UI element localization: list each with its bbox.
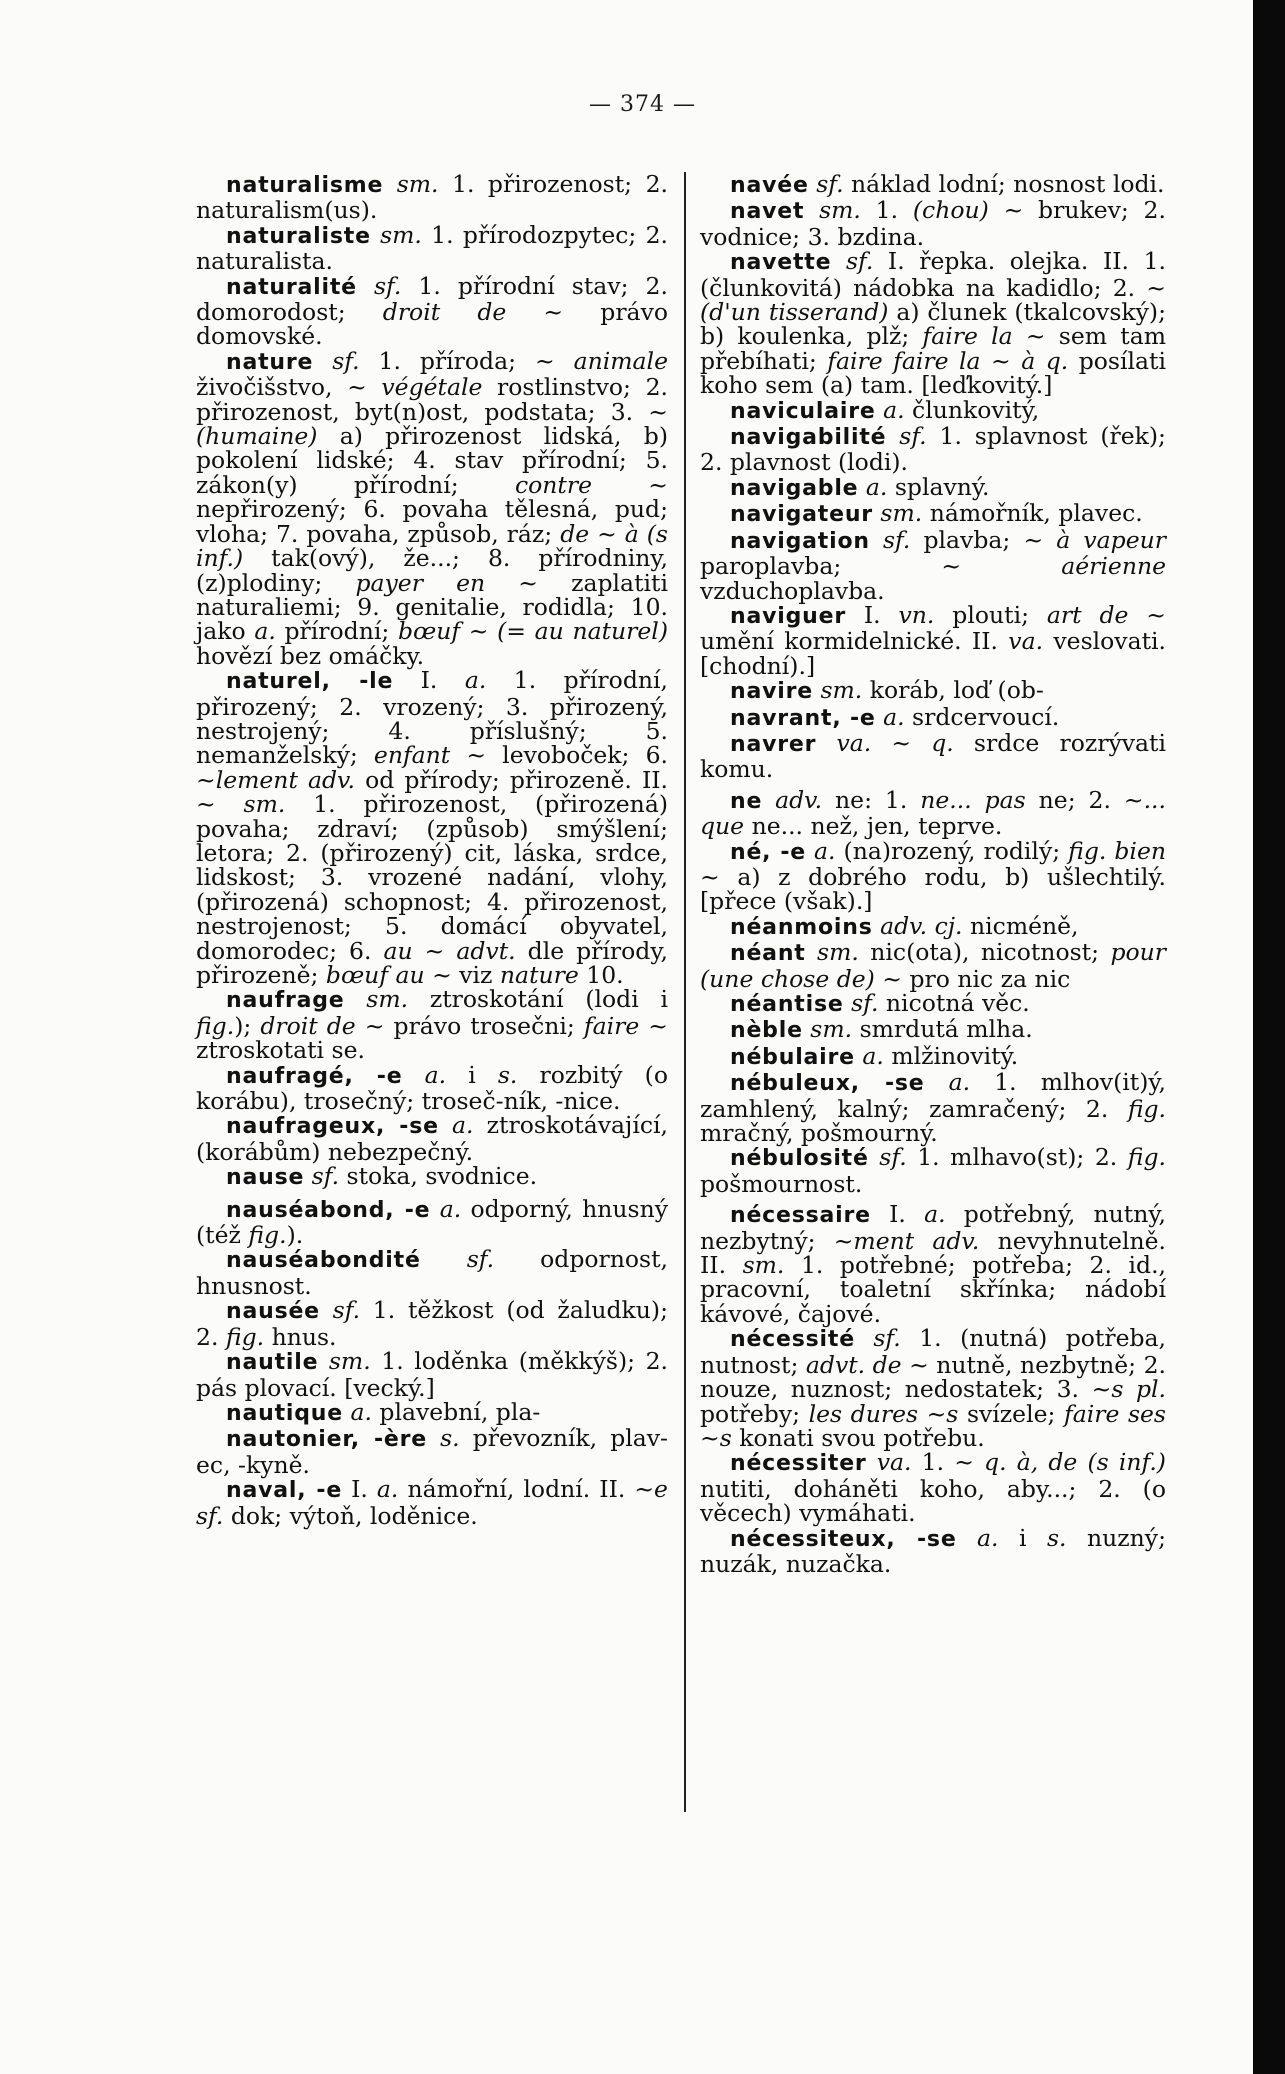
entry-definition: přírodní;	[275, 617, 398, 646]
entry-definition: pošmournost.	[700, 1169, 863, 1198]
entry-grammar-note: faire ses ~s	[700, 1399, 1166, 1452]
entry-grammar-note: ~ (d'un tisserand)	[700, 273, 1166, 327]
entry-definition: mlžinovitý.	[883, 1041, 1019, 1070]
entry-definition: 1.	[860, 196, 913, 225]
entry-grammar-note: sf.	[332, 346, 360, 375]
entry-definition: nepřirozený; 6. povaha tělesná, pud; vloha; 7. povaha, způsob, ráz;	[196, 495, 668, 548]
entry-definition: i	[446, 1060, 498, 1089]
dictionary-entry	[196, 1194, 668, 1250]
entry-grammar-note: a.	[862, 1041, 884, 1070]
entry-grammar-note: a.	[977, 1523, 999, 1552]
entry-grammar-note: s.	[440, 1424, 460, 1453]
entry-definition: 1. splavnost (řek); 2. plavnost (lodi).	[700, 422, 1166, 477]
entry-grammar-note: sm.	[396, 170, 439, 198]
entry-headword: nauséabondité	[226, 1248, 421, 1274]
entry-definition: ).	[286, 1221, 304, 1250]
entry-grammar-note: ~s pl.	[1091, 1375, 1167, 1404]
entry-grammar-note: a.	[814, 836, 836, 865]
entry-definition: 1. příroda;	[359, 346, 535, 375]
entry-headword: ne	[730, 788, 763, 814]
entry-grammar-note: ~ sm.	[196, 790, 286, 819]
entry-headword: néantise	[730, 992, 844, 1017]
entry-grammar-note: fig.	[1127, 1143, 1166, 1172]
entry-grammar-note: sf.	[879, 1143, 907, 1172]
entry-definition: svízele;	[958, 1399, 1065, 1428]
dictionary-entry	[700, 1145, 1166, 1196]
entry-definition: plavba;	[910, 525, 1024, 554]
entry-definition: potřeby;	[700, 1399, 809, 1428]
dictionary-entry	[196, 1397, 668, 1426]
dictionary-entry	[700, 785, 1166, 841]
dictionary-entry	[196, 220, 668, 276]
entry-grammar-note: sf.	[816, 170, 844, 198]
entry-grammar-note: ~... que	[700, 785, 1166, 841]
entry-grammar-note: ~ animale	[534, 346, 668, 375]
entry-grammar-note: ne... pas	[920, 785, 1026, 814]
entry-definition: srdcervoucí.	[904, 702, 1060, 731]
entry-headword: naval, -e	[226, 1478, 343, 1504]
entry-definition: srdce rozrývati komu.	[700, 728, 1166, 784]
entry-definition: 1. přirozenost, (přirozená) povaha; zdraví; (způsob) smýšlení; letora; 2. (přirozený) cit, láska, srdce, lidskost; 3. vrozené nadání, vlohy, (přirozená) schopnost; 4. přirozenost, nestrojenost; 5. domácí obyvatel, domorodec; 6.	[196, 790, 668, 965]
entry-definition: člunkovitý,	[904, 395, 1040, 424]
entry-definition: zaplatiti naturaliemi; 9. genitalie, rodidla; 10. jako	[196, 568, 668, 646]
dictionary-entry	[700, 600, 1167, 680]
entry-definition: splavný.	[887, 472, 990, 501]
dictionary-entry	[700, 911, 1166, 940]
entry-definition: právo domovské.	[196, 298, 668, 351]
entry-definition: odporný, hnusný (též	[196, 1194, 668, 1250]
entry-definition: převozník, plav-ec, -kyně.	[196, 1424, 668, 1479]
entry-headword: navigateur	[730, 502, 873, 528]
entry-grammar-note: bœuf au ~	[325, 961, 452, 989]
entry-definition: umění kormidelnické. II.	[700, 627, 1009, 656]
entry-definition: potřebný, nutný, nezbytný;	[700, 1200, 1166, 1255]
entry-grammar-note: vn.	[898, 600, 935, 629]
entry-grammar-note: bœuf ~ (= au naturel)	[397, 617, 668, 646]
entry-grammar-note: ~lement adv.	[196, 765, 355, 794]
dictionary-entry	[196, 1349, 668, 1400]
entry-grammar-note: pour (une chose de) ~	[700, 938, 1166, 993]
entry-definition: ztroskotati se.	[196, 1036, 365, 1065]
entry-definition: nutně, nezbytně; 2. nouze, nuznost; nedostatek; 3.	[700, 1350, 1167, 1404]
entry-grammar-note: adv.	[775, 785, 823, 814]
entry-headword: nébulosité	[730, 1146, 869, 1172]
entry-definition: hovězí bez omáčky.	[196, 641, 425, 670]
entry-definition: koráb, loď (ob-	[862, 676, 1044, 705]
dictionary-entry	[700, 247, 1166, 400]
dictionary-entry	[700, 836, 1166, 916]
entry-headword: nause	[226, 1165, 305, 1191]
entry-headword: naturalisme	[226, 173, 384, 198]
entry-definition: ne; 2.	[1025, 785, 1124, 814]
dictionary-entry	[700, 472, 1166, 501]
entry-grammar-note: fig.	[1127, 1094, 1166, 1123]
entry-grammar-note: (chou) ~	[912, 196, 1024, 225]
entry-definition: mračný, pošmourný.	[700, 1119, 938, 1148]
entry-definition: 1. přírodní, přirozený; 2. vrozený; 3. přirozený, nestrojený; 4. příslušný; 5. nemanželský;	[196, 666, 668, 770]
entry-grammar-note: faire la ~	[922, 322, 1046, 351]
entry-definition: a) z dobrého rodu, b) ušlechtilý. [přece (však).]	[700, 862, 1166, 916]
dictionary-entry	[700, 1017, 1166, 1043]
entry-definition: I. řepka. olejka. II. 1. (člunkovitá) nádobka na kadidlo; 2.	[700, 247, 1166, 302]
entry-definition: živočišstvo,	[196, 373, 348, 402]
entry-grammar-note: a.	[452, 1111, 474, 1140]
left-column	[196, 172, 668, 1528]
entry-grammar-note: sf.	[373, 271, 402, 300]
entry-definition: plavební, pla-	[371, 1397, 541, 1426]
entry-headword: nécessité	[730, 1327, 855, 1353]
entry-grammar-note: sf.	[311, 1162, 340, 1191]
entry-grammar-note: fig.	[248, 1221, 287, 1250]
page-number: — 374 —	[589, 92, 696, 117]
entry-headword: néanmoins	[730, 914, 873, 940]
column-divider	[684, 172, 686, 1812]
entry-definition: ne: 1.	[822, 785, 921, 814]
entry-grammar-note: sf.	[873, 1324, 901, 1353]
entry-grammar-note: adv. cj.	[880, 911, 963, 940]
entry-headword: nautique	[226, 1400, 343, 1426]
entry-definition: tak(ový), že...; 8. přírodniny, (z)plodiny;	[196, 544, 668, 597]
entry-grammar-note: ~ à vapeur	[1023, 525, 1166, 554]
entry-grammar-note: sf.	[882, 525, 911, 554]
entry-definition: sem tam přebíhati;	[700, 322, 1166, 375]
dictionary-entry	[196, 1477, 668, 1528]
entry-definition: 1. těžkost (od žaludku); 2.	[196, 1296, 668, 1351]
entry-grammar-note: droit de ~	[382, 298, 564, 327]
entry-grammar-note: ~ q. à, de (s inf.)	[954, 1448, 1166, 1477]
entry-definition: (na)rozený, rodilý;	[835, 836, 1069, 865]
dictionary-entry	[700, 1326, 1166, 1450]
entry-grammar-note: a.	[948, 1068, 971, 1097]
dictionary-entry	[700, 1041, 1166, 1070]
entry-grammar-note: payer en ~	[355, 568, 538, 597]
entry-headword: naufrageux, -se	[226, 1114, 439, 1140]
dictionary-entry	[700, 1202, 1166, 1326]
dictionary-entry	[196, 668, 668, 987]
entry-headword: nautonier, -ère	[226, 1427, 428, 1453]
entry-grammar-note: ~ment adv.	[833, 1226, 980, 1255]
entry-definition: 10.	[578, 961, 624, 989]
dictionary-entry	[700, 991, 1166, 1017]
entry-definition: smrdutá mlha.	[852, 1015, 1033, 1044]
entry-definition: nicotná věc.	[878, 989, 1030, 1017]
entry-definition: posílati koho sem (a) tam. [leďkovitý.]	[700, 346, 1166, 400]
entry-definition: a) přirozenost lidská, b) pokolení lidské; 4. stav přírodní; 5. zákon(y) přírodní;	[196, 422, 668, 499]
entry-headword: nécessaire	[730, 1203, 871, 1229]
entry-headword: navrant, -e	[730, 705, 876, 731]
entry-grammar-note: art de ~	[1046, 600, 1166, 629]
entry-headword: navrer	[730, 731, 817, 757]
entry-grammar-note: sf.	[851, 989, 879, 1017]
right-column	[700, 172, 1166, 1576]
entry-headword: nautile	[226, 1350, 319, 1376]
dictionary-entry	[700, 702, 1166, 731]
entry-grammar-note: a.	[254, 617, 276, 646]
entry-grammar-note: contre ~	[514, 470, 668, 499]
entry-definition: 1. přírodní stav; 2. domorodost;	[196, 271, 668, 327]
entry-grammar-note: sm.	[742, 1251, 785, 1280]
entry-definition: stoka, svodnice.	[339, 1162, 538, 1191]
entry-grammar-note: a.	[350, 1397, 372, 1426]
entry-grammar-note: a.	[439, 1194, 462, 1223]
entry-definition: nutiti, doháněti koho, aby...; 2. (o věcech) vymáhati.	[700, 1474, 1166, 1528]
dictionary-entry	[700, 395, 1166, 424]
entry-grammar-note: sm.	[328, 1347, 371, 1376]
entry-definition: konati svou potřebu.	[731, 1423, 985, 1452]
entry-grammar-note: les dures ~s	[808, 1399, 959, 1428]
entry-definition: 1. (nutná) potřeba, nutnost;	[700, 1324, 1166, 1379]
entry-definition: ztroskotání (lodi i	[408, 985, 668, 1014]
entry-grammar-note: sf.	[332, 1296, 361, 1325]
entry-definition: hnus.	[264, 1322, 337, 1351]
entry-definition: právo trosečni;	[384, 1011, 584, 1040]
entry-headword: navire	[730, 679, 813, 705]
entry-definition: 1. přirozenost; 2. naturalism(us).	[196, 170, 668, 225]
entry-grammar-note: faire ~	[583, 1011, 668, 1040]
entry-grammar-note: au ~ advt.	[383, 936, 516, 965]
entry-definition: vzduchoplavba.	[700, 576, 885, 605]
entry-definition: nuzný; nuzák, nuzačka.	[700, 1523, 1166, 1578]
entry-grammar-note: enfant ~	[373, 741, 487, 770]
entry-headword: navigable	[730, 475, 859, 501]
entry-definition: 1. přírodozpytec; 2. naturalista.	[196, 220, 668, 276]
entry-definition: 1. mlhavo(st); 2.	[906, 1143, 1128, 1172]
entry-grammar-note: nature	[499, 961, 579, 989]
entry-definition: i	[998, 1523, 1047, 1552]
entry-headword: naufrage	[226, 988, 345, 1014]
entry-headword: nécessiteux, -se	[730, 1526, 957, 1552]
dictionary-entry	[700, 1448, 1166, 1528]
entry-grammar-note: a.	[464, 666, 487, 695]
entry-definition: nevyhnutelně. II.	[700, 1226, 1166, 1280]
entry-definition: viz	[451, 961, 500, 989]
entry-definition: ne... než, jen, teprve.	[744, 812, 1003, 841]
entry-grammar-note: sm.	[880, 499, 923, 528]
entry-definition: nic(ota), nicotnost;	[858, 938, 1111, 967]
dictionary-entry	[196, 1164, 668, 1190]
entry-grammar-note: sm.	[819, 196, 861, 225]
dictionary-entry	[196, 271, 668, 351]
entry-definition: ztroskotávající, (korábům) nebezpečný.	[196, 1111, 668, 1166]
entry-definition: 1. loděnka (měkkýš); 2. pás plovací. [vecký.]	[196, 1347, 668, 1402]
entry-definition: );	[234, 1011, 261, 1040]
dictionary-entry	[196, 1426, 668, 1477]
entry-definition: veslovati. [chodní).]	[700, 627, 1167, 680]
dictionary-entry	[196, 346, 668, 670]
entry-grammar-note: s.	[497, 1060, 518, 1089]
entry-grammar-note: sf.	[845, 247, 874, 276]
dictionary-entry	[700, 424, 1166, 475]
entry-definition: od přírody; přirozeně. II.	[355, 765, 668, 794]
entry-definition: brukev; 2. vodnice; 3. bzdina.	[700, 196, 1166, 251]
entry-grammar-note: va.	[876, 1448, 912, 1477]
entry-definition: nicméně,	[962, 911, 1079, 940]
entry-headword: naturaliste	[226, 223, 371, 249]
entry-headword: naturel, -le	[226, 669, 394, 695]
entry-definition: I.	[351, 1475, 377, 1504]
dictionary-entry	[196, 985, 668, 1065]
entry-grammar-note: ~ (humaine)	[196, 397, 668, 451]
entry-grammar-note: sf.	[899, 422, 927, 451]
entry-grammar-note: sm.	[817, 938, 859, 967]
entry-definition: rozbitý (o korábu), trosečný; troseč-ník, -nice.	[196, 1060, 668, 1116]
entry-headword: navigation	[730, 528, 870, 554]
entry-definition: pro nic za nic	[901, 964, 1071, 993]
entry-grammar-note: droit de ~	[260, 1011, 385, 1040]
entry-definition: dok; výtoň, loděnice.	[223, 1501, 478, 1530]
entry-grammar-note: a.	[865, 472, 888, 501]
dictionary-entry	[196, 1298, 668, 1349]
dictionary-entry	[196, 1113, 668, 1164]
entry-grammar-note: a.	[883, 395, 905, 424]
entry-definition: 1. mlhov(it)ý, zamhlený, kalný; zamračený; 2.	[700, 1068, 1166, 1123]
entry-definition: I.	[889, 1200, 925, 1229]
entry-definition: náklad lodní; nosnost lodi.	[843, 170, 1165, 198]
entry-grammar-note: sm.	[810, 1015, 853, 1044]
entry-definition: levoboček; 6.	[486, 741, 668, 770]
dictionary-entry	[196, 1060, 668, 1116]
entry-headword: néant	[730, 941, 806, 967]
dictionary-entry	[700, 1523, 1166, 1578]
scan-dark-edge	[1253, 0, 1285, 2074]
entry-grammar-note: s.	[1047, 1523, 1067, 1552]
entry-grammar-note: a.	[376, 1475, 399, 1504]
entry-definition: rostlinstvo; 2. přirozenost, byt(n)ost, podstata; 3.	[196, 373, 668, 426]
entry-grammar-note: ~e sf.	[196, 1475, 668, 1530]
entry-grammar-note: va.	[1008, 627, 1044, 656]
dictionary-entry	[700, 940, 1166, 991]
entry-grammar-note: sm.	[366, 985, 409, 1014]
entry-definition: námořní, lodní. II.	[398, 1475, 635, 1504]
entry-headword: navigabilité	[730, 425, 887, 451]
entry-grammar-note: fig. bien ~	[700, 836, 1166, 891]
entry-definition: dle přírody, přirozeně;	[196, 936, 668, 989]
entry-definition: a) člunek (tkalcovský); b) koulenka, plž;	[700, 298, 1166, 351]
dictionary-entry	[700, 501, 1166, 527]
entry-grammar-note: fig.	[196, 1011, 235, 1040]
entry-headword: né, -e	[730, 839, 807, 865]
dictionary-entry	[700, 1068, 1166, 1148]
entry-headword: navette	[730, 250, 832, 276]
entry-headword: nébulaire	[730, 1044, 855, 1070]
entry-headword: navée	[730, 173, 809, 198]
dictionary-entry	[196, 172, 668, 223]
entry-definition: I.	[863, 600, 899, 629]
entry-grammar-note: sf.	[466, 1245, 495, 1274]
entry-headword: navet	[730, 199, 805, 225]
entry-definition: 1. potřebné; potřeba; 2. id., pracovní, toaletní skřínka; nádobí kávové, čajové.	[700, 1251, 1167, 1328]
entry-grammar-note: sm.	[820, 676, 863, 705]
entry-headword: naviguer	[730, 603, 846, 629]
dictionary-entry	[700, 172, 1166, 198]
entry-definition: 1.	[911, 1448, 955, 1477]
entry-grammar-note: a.	[924, 1200, 946, 1229]
entry-headword: nébuleux, -se	[730, 1071, 925, 1097]
dictionary-entry	[700, 198, 1166, 249]
entry-grammar-note: va. ~ q.	[836, 728, 954, 757]
entry-grammar-note: sm.	[380, 220, 422, 249]
entry-grammar-note: fig.	[225, 1322, 265, 1351]
entry-grammar-note: ~ aérienne	[941, 552, 1166, 581]
entry-headword: naufragé, -e	[226, 1063, 403, 1089]
entry-definition: plouti;	[934, 600, 1047, 629]
entry-definition: I.	[420, 666, 465, 695]
entry-headword: nécessiter	[730, 1451, 867, 1477]
entry-definition: paroplavba;	[700, 552, 942, 581]
dictionary-entry	[196, 1247, 668, 1298]
entry-grammar-note: de ~ à (s inf.)	[196, 519, 668, 573]
entry-grammar-note: faire faire la ~ à q.	[827, 346, 1069, 375]
entry-headword: naturalité	[226, 274, 357, 300]
entry-headword: nauséabond, -e	[226, 1197, 431, 1223]
entry-grammar-note: a.	[883, 702, 905, 731]
entry-headword: nausée	[226, 1299, 320, 1325]
entry-headword: naviculaire	[730, 398, 876, 424]
dictionary-entry	[700, 525, 1166, 605]
entry-headword: nèble	[730, 1018, 803, 1044]
entry-grammar-note: ~ végétale	[347, 373, 483, 402]
entry-headword: nature	[226, 349, 314, 375]
entry-definition: odpornost, hnusnost.	[196, 1245, 668, 1300]
dictionary-entry	[700, 678, 1166, 704]
entry-grammar-note: a.	[424, 1060, 447, 1089]
entry-grammar-note: advt. de ~	[805, 1350, 929, 1379]
dictionary-entry	[700, 728, 1166, 784]
entry-definition: námořník, plavec.	[922, 499, 1143, 528]
